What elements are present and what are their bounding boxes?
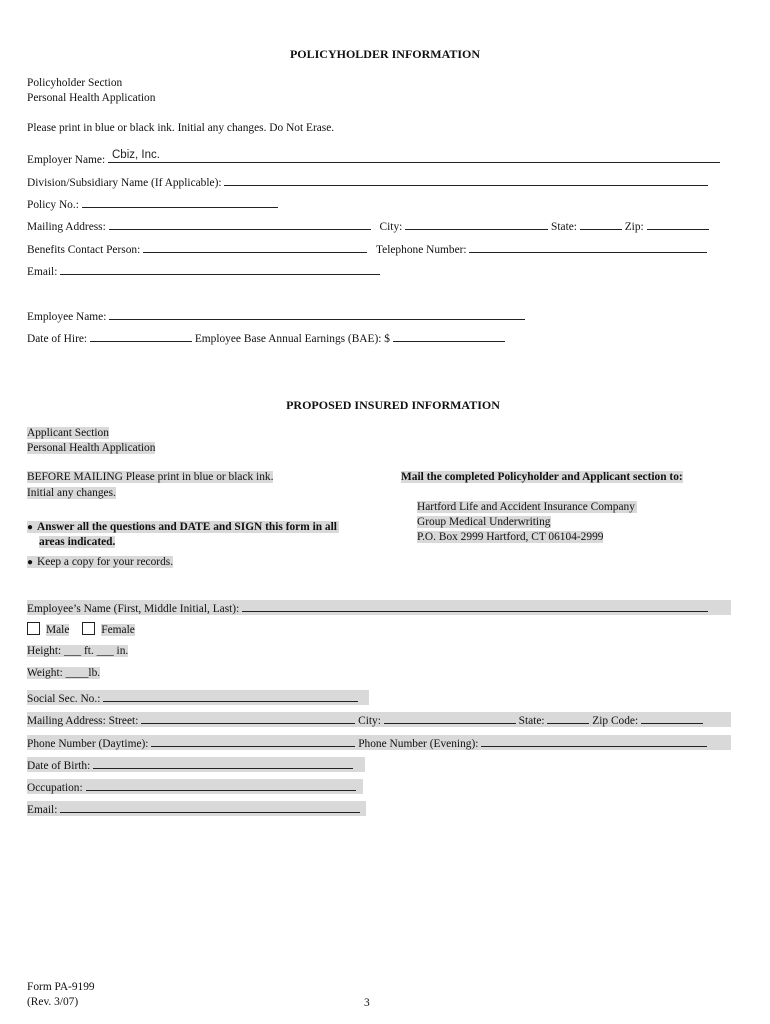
bae-label: Employee Base Annual Earnings (BAE): $ <box>194 333 390 345</box>
female-checkbox[interactable] <box>82 622 95 635</box>
ssn-field[interactable] <box>103 690 358 702</box>
employer-name-row <box>27 151 720 166</box>
dob-row <box>27 757 365 772</box>
mail-address-line1: Hartford Life and Accident Insurance Company <box>417 501 635 513</box>
employee-name-row <box>27 308 525 323</box>
insured-email-field[interactable] <box>60 801 360 813</box>
bullet-answer-continued: areas indicated. <box>39 536 116 548</box>
division-row <box>27 174 708 189</box>
ssn-row <box>27 690 369 705</box>
policyholder-section-sublabel: Personal Health Application <box>27 92 156 104</box>
bullet-icon: ● <box>27 557 34 568</box>
policyholder-title: POLICYHOLDER INFORMATION <box>289 47 481 61</box>
benefits-contact-row <box>27 241 707 256</box>
policy-no-field[interactable] <box>82 196 278 208</box>
insured-employee-name-row <box>27 600 731 615</box>
policyholder-mailing-row <box>27 218 709 233</box>
date-of-hire-label: Date of Hire: <box>27 333 88 345</box>
policyholder-city-field[interactable] <box>405 218 548 230</box>
insured-title: PROPOSED INSURED INFORMATION <box>286 398 500 412</box>
insured-mailing-row <box>27 712 731 727</box>
insured-city-field[interactable] <box>384 712 516 724</box>
form-revision: (Rev. 3/07) <box>27 996 79 1008</box>
bullet-keep-copy <box>27 556 173 568</box>
benefits-contact-field[interactable] <box>143 241 367 253</box>
insured-state-label: State: <box>518 715 545 727</box>
before-mailing-line2: Initial any changes. <box>27 487 116 499</box>
gender-row <box>27 622 135 636</box>
occupation-field[interactable] <box>86 779 356 791</box>
form-number: Form PA-9199 <box>27 981 95 993</box>
policyholder-email-field[interactable] <box>60 263 380 275</box>
policyholder-mailing-field[interactable] <box>109 218 371 230</box>
policyholder-email-label: Email: <box>27 266 58 278</box>
division-label: Division/Subsidiary Name (If Applicable): <box>27 177 222 189</box>
division-field[interactable] <box>224 174 708 186</box>
dob-label: Date of Birth: <box>27 760 91 772</box>
telephone-field[interactable] <box>469 241 707 253</box>
bullet-answer-text: Answer all the questions and DATE and SIGN this form in all <box>37 521 337 533</box>
phone-row <box>27 735 731 750</box>
policy-no-label: Policy No.: <box>27 199 79 211</box>
policyholder-section-label: Policyholder Section <box>27 77 123 89</box>
insured-email-row <box>27 801 366 816</box>
male-checkbox[interactable] <box>27 622 40 635</box>
weight-field[interactable]: Weight: ____lb. <box>27 667 101 679</box>
employee-name-label: Employee Name: <box>27 311 107 323</box>
employer-name-value: Cbiz, Inc. <box>112 149 160 161</box>
phone-evening-label: Phone Number (Evening): <box>358 738 479 750</box>
applicant-section-label: Applicant Section <box>27 427 109 439</box>
insured-zip-label: Zip Code: <box>592 715 639 727</box>
mail-address-line3: P.O. Box 2999 Hartford, CT 06104-2999 <box>417 531 604 543</box>
hire-bae-row <box>27 330 505 345</box>
policyholder-zip-label: Zip: <box>624 221 644 233</box>
phone-day-label: Phone Number (Daytime): <box>27 738 149 750</box>
policy-no-row <box>27 196 278 211</box>
dob-field[interactable] <box>93 757 353 769</box>
bullet-answer-questions <box>27 521 339 533</box>
mail-to-heading: Mail the completed Policyholder and Applicant section to: <box>401 471 683 483</box>
insured-city-label: City: <box>358 715 381 727</box>
employer-name-field[interactable] <box>108 151 720 163</box>
phone-day-field[interactable] <box>151 735 355 747</box>
female-label: Female <box>101 624 135 636</box>
policyholder-city-label: City: <box>379 221 403 233</box>
insured-street-label: Mailing Address: Street: <box>27 715 139 727</box>
telephone-label: Telephone Number: <box>375 244 467 256</box>
mail-address-line2: Group Medical Underwriting <box>417 516 551 528</box>
insured-state-field[interactable] <box>547 712 589 724</box>
policyholder-instructions: Please print in blue or black ink. Initial any changes. Do Not Erase. <box>27 122 335 134</box>
before-mailing-line1: BEFORE MAILING Please print in blue or black ink. <box>27 471 274 483</box>
insured-email-label: Email: <box>27 804 58 816</box>
insured-zip-field[interactable] <box>641 712 703 724</box>
insured-employee-name-field[interactable] <box>242 600 708 612</box>
bae-field[interactable] <box>393 330 505 342</box>
page-number: 3 <box>364 997 370 1009</box>
employer-name-label: Employer Name: <box>27 154 106 166</box>
policyholder-state-label: State: <box>551 221 577 233</box>
male-label: Male <box>46 624 70 636</box>
phone-evening-field[interactable] <box>481 735 707 747</box>
policyholder-state-field[interactable] <box>580 218 622 230</box>
policyholder-mailing-label: Mailing Address: <box>27 221 106 233</box>
occupation-label: Occupation: <box>27 782 83 794</box>
applicant-section-sublabel: Personal Health Application <box>27 442 156 454</box>
policyholder-zip-field[interactable] <box>647 218 709 230</box>
occupation-row <box>27 779 363 794</box>
policyholder-email-row <box>27 263 380 278</box>
insured-employee-name-label: Employee’s Name (First, Middle Initial, Last): <box>27 603 240 615</box>
bullet-keep-copy-text: Keep a copy for your records. <box>37 556 174 568</box>
insured-street-field[interactable] <box>141 712 355 724</box>
height-field[interactable]: Height: ___ ft. ___ in. <box>27 645 129 657</box>
employee-name-field[interactable] <box>109 308 525 320</box>
benefits-contact-label: Benefits Contact Person: <box>27 244 141 256</box>
date-of-hire-field[interactable] <box>90 330 192 342</box>
bullet-icon: ● <box>27 522 34 533</box>
ssn-label: Social Sec. No.: <box>27 693 101 705</box>
